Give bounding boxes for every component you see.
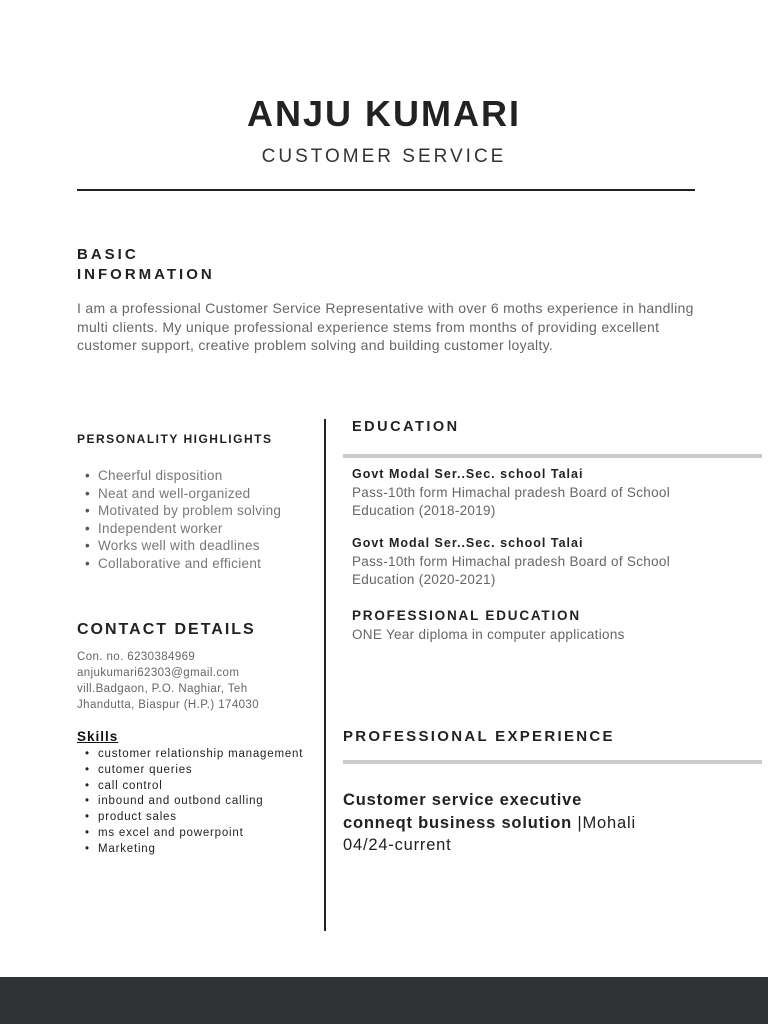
professional-education-heading: PROFESSIONAL EDUCATION <box>352 608 581 623</box>
list-item: • Collaborative and efficient <box>98 555 298 573</box>
basic-information-heading <box>77 245 277 285</box>
list-item: • inbound and outbond calling <box>98 794 318 810</box>
contact-address-line2: Jhandutta, Biaspur (H.P.) 174030 <box>77 699 260 711</box>
resume-name: ANJU KUMARI <box>247 93 521 134</box>
list-item: • Works well with deadlines <box>98 537 298 555</box>
footer-band <box>0 977 768 1024</box>
list-item: • Cheerful disposition <box>98 467 298 485</box>
basic-heading-line2: INFORMATION <box>77 266 215 283</box>
contact-phone: Con. no. 6230384969 <box>77 651 196 663</box>
education-entry-desc: Pass-10th form Himachal pradesh Board of School Education (2020-2021) <box>352 554 671 587</box>
list-item: • product sales <box>98 810 318 826</box>
basic-information-text: I am a professional Customer Service Representative with over 6 moths experience in handling multi clients. My unique professional experience stems from months of providing excellent customer support, creative problem solving and building customer loyalty. <box>77 300 694 353</box>
list-item: • ms excel and powerpoint <box>98 826 318 842</box>
list-item: • Marketing <box>98 842 318 858</box>
education-heading: EDUCATION <box>352 419 460 435</box>
contact-email: anjukumari62303@gmail.com <box>77 667 240 679</box>
list-item: • Independent worker <box>98 520 298 538</box>
list-item: • cutomer queries <box>98 763 318 779</box>
header-divider <box>77 189 695 191</box>
contact-details <box>77 649 317 713</box>
education-entry-title: Govt Modal Ser..Sec. school Talai <box>352 467 584 481</box>
experience-period: 04/24-current <box>343 836 452 854</box>
personality-list <box>77 467 298 572</box>
experience-bar <box>343 760 762 764</box>
experience-entry <box>343 789 753 857</box>
skills-heading: Skills <box>77 729 119 744</box>
resume-subtitle: CUSTOMER SERVICE <box>261 146 507 167</box>
contact-address-line1: vill.Badgaon, P.O. Naghiar, Teh <box>77 683 248 695</box>
education-entry-desc: Pass-10th form Himachal pradesh Board of School Education (2018-2019) <box>352 485 671 518</box>
list-item: • Motivated by problem solving <box>98 502 298 520</box>
list-item: • customer relationship management <box>98 747 318 763</box>
professional-education-desc: ONE Year diploma in computer applications <box>352 627 625 642</box>
contact-heading: CONTACT DETAILS <box>77 621 256 638</box>
experience-heading: PROFESSIONAL EXPERIENCE <box>343 728 615 745</box>
experience-separator: | <box>572 813 583 832</box>
education-bar <box>343 454 762 458</box>
experience-role: Customer service executive <box>343 791 583 809</box>
list-item: • Neat and well-organized <box>98 485 298 503</box>
basic-heading-line1: BASIC <box>77 246 139 263</box>
experience-location: Mohali <box>582 813 636 832</box>
personality-heading: PERSONALITY HIGHLIGHTS <box>77 432 273 446</box>
list-item: • call control <box>98 779 318 795</box>
column-divider <box>324 419 326 931</box>
experience-company: conneqt business solution <box>343 813 573 832</box>
experience-company-line <box>343 812 753 835</box>
skills-list <box>77 747 318 858</box>
education-entry-title: Govt Modal Ser..Sec. school Talai <box>352 536 584 550</box>
